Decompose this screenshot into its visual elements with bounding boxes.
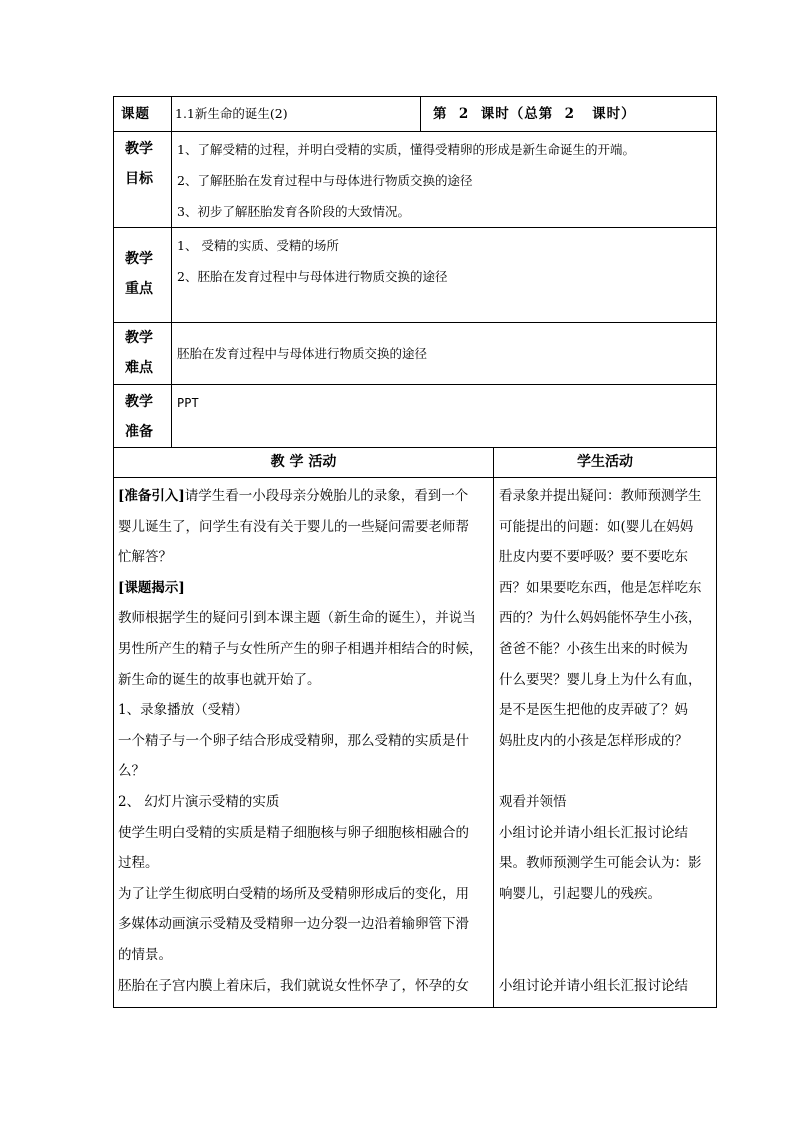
teacher-activity-text: 多媒体动画演示受精及受精卵一边分裂一边沿着输卵管下滑 — [118, 916, 469, 933]
teacher-activity-line — [118, 787, 491, 818]
student-activity-line: 响婴儿，引起婴儿的残疾。 — [499, 885, 661, 902]
activities-body-row — [114, 478, 717, 1008]
student-activity-line: 看录象并提出疑问：教师预测学生 — [499, 488, 702, 504]
title-row — [114, 97, 717, 132]
student-activity-line: 是不是医生把他的皮弄破了？妈 — [499, 702, 688, 719]
student-activity-line: 什么要哭？婴儿身上为什么有血， — [499, 671, 702, 688]
teacher-activity-line — [118, 573, 491, 604]
goal-item: 2、了解胚胎在发育过程中与母体进行物质交换的途径 — [177, 173, 473, 188]
goals-label-line1: 教学 — [125, 141, 153, 157]
teacher-activity-text: 胚胎在子宫内膜上着床后，我们就说女性怀孕了，怀孕的女 — [118, 977, 469, 994]
lesson-plan-table — [113, 96, 716, 1008]
teacher-activity-line — [118, 879, 491, 910]
lesson-info-table — [113, 96, 717, 448]
teacher-activity-text: 过程。 — [118, 855, 159, 872]
difficulty-label-line1: 教学 — [125, 330, 153, 346]
teacher-activity-line — [118, 512, 491, 543]
student-activity-line: 肚皮内要不要呼吸？要不要吃东 — [499, 549, 688, 566]
student-activity-line: 妈肚皮内的小孩是怎样形成的？ — [499, 732, 688, 749]
activities-table — [113, 447, 717, 1008]
key-label — [114, 228, 172, 323]
difficulty-content: 胚胎在发育过程中与母体进行物质交换的途径 — [172, 323, 717, 385]
prep-content: PPT — [172, 385, 717, 448]
teacher-activity-line — [118, 695, 491, 726]
teacher-activity-line — [118, 818, 491, 849]
key-points-row — [114, 228, 717, 323]
teacher-activity-text: 的情景。 — [118, 946, 172, 963]
teacher-activity-line — [118, 542, 491, 573]
goals-label-line2: 目标 — [125, 171, 153, 187]
goals-label — [114, 132, 172, 228]
teacher-activity-line — [118, 726, 491, 757]
teacher-activity-line — [118, 756, 491, 787]
title-label: 课题 — [114, 97, 172, 132]
goal-item: 3、初步了解胚胎发育各阶段的大致情况。 — [177, 204, 410, 219]
teacher-activity-line — [118, 909, 491, 940]
teacher-activity-text: 2、 幻灯片演示受精的实质 — [118, 793, 280, 810]
student-activity-line: 爸爸不能？小孩生出来的时候为 — [499, 640, 688, 657]
teacher-activity-line — [118, 848, 491, 879]
key-label-line1: 教学 — [125, 251, 153, 267]
student-activity-line: 西的？为什么妈妈能怀孕生小孩， — [499, 610, 702, 627]
difficulty-label-line2: 难点 — [125, 360, 153, 376]
student-activity-line: 观看并领悟 — [499, 793, 567, 810]
teacher-activity-text: 使学生明白受精的实质是精子细胞核与卵子细胞核相融合的 — [118, 824, 469, 841]
teacher-activity-text: 一个精子与一个卵子结合形成受精卵，那么受精的实质是什 — [118, 732, 469, 749]
goals-content — [172, 132, 717, 228]
section-tag: [准备引入] — [118, 488, 185, 504]
student-activity-line: 小组讨论并请小组长汇报讨论结 — [499, 824, 688, 841]
activities-header-row — [114, 448, 717, 478]
teacher-activity-text: 么？ — [118, 763, 145, 780]
prep-label-line2: 准备 — [125, 424, 153, 440]
teacher-activity-text: 婴儿诞生了，问学生有没有关于婴儿的一些疑问需要老师帮 — [118, 518, 469, 535]
period-info: 第 2 课时（总第 2 课时） — [421, 97, 717, 132]
teacher-activity-text: 新生命的诞生的故事也就开始了。 — [118, 671, 321, 688]
student-activity-header: 学生活动 — [494, 448, 717, 478]
teacher-activity-text: 男性所产生的精子与女性所产生的卵子相遇并相结合的时候， — [118, 640, 483, 657]
student-activity-line — [499, 756, 714, 787]
teacher-activity-line — [118, 481, 491, 512]
teacher-activity-text: 请学生看一小段母亲分娩胎儿的录象，看到一个 — [184, 488, 469, 504]
section-tag: [课题揭示] — [118, 579, 185, 596]
prep-row — [114, 385, 717, 448]
student-activity-line — [499, 940, 714, 971]
key-points-content — [172, 228, 717, 323]
difficulty-label — [114, 323, 172, 385]
student-activity-line: 可能提出的问题：如(婴儿在妈妈 — [499, 518, 694, 535]
student-activity-line — [499, 909, 714, 940]
teacher-activity-column — [114, 478, 494, 1008]
prep-label-line1: 教学 — [125, 394, 153, 410]
teacher-activity-text: 忙解答？ — [118, 549, 172, 566]
key-label-line2: 重点 — [125, 281, 153, 297]
student-activity-line: 西？如果要吃东西，他是怎样吃东 — [499, 579, 702, 596]
student-activity-line: 果。教师预测学生可能会认为：影 — [499, 855, 702, 872]
lesson-title: 1.1新生命的诞生(2) — [172, 97, 421, 132]
student-activity-line: 小组讨论并请小组长汇报讨论结 — [499, 977, 688, 994]
difficulty-row — [114, 323, 717, 385]
key-point-item: 1、 受精的实质、受精的场所 — [177, 238, 339, 253]
student-activity-column — [494, 478, 717, 1008]
teacher-activity-line — [118, 603, 491, 634]
teacher-activity-text: 教师根据学生的疑问引到本课主题（新生命的诞生），并说当 — [118, 610, 476, 627]
key-point-item: 2、胚胎在发育过程中与母体进行物质交换的途径 — [177, 269, 448, 284]
teacher-activity-line — [118, 971, 491, 1002]
goal-item: 1、了解受精的过程，并明白受精的实质，懂得受精卵的形成是新生命诞生的开端。 — [177, 142, 635, 157]
teacher-activity-line — [118, 634, 491, 665]
teacher-activity-line — [118, 665, 491, 696]
teacher-activity-text: 为了让学生彻底明白受精的场所及受精卵形成后的变化，用 — [118, 885, 469, 902]
teacher-activity-header: 教 学 活动 — [114, 448, 494, 478]
teacher-activity-line — [118, 940, 491, 971]
prep-label — [114, 385, 172, 448]
goals-row — [114, 132, 717, 228]
teacher-activity-text: 1、录象播放（受精） — [118, 702, 249, 719]
